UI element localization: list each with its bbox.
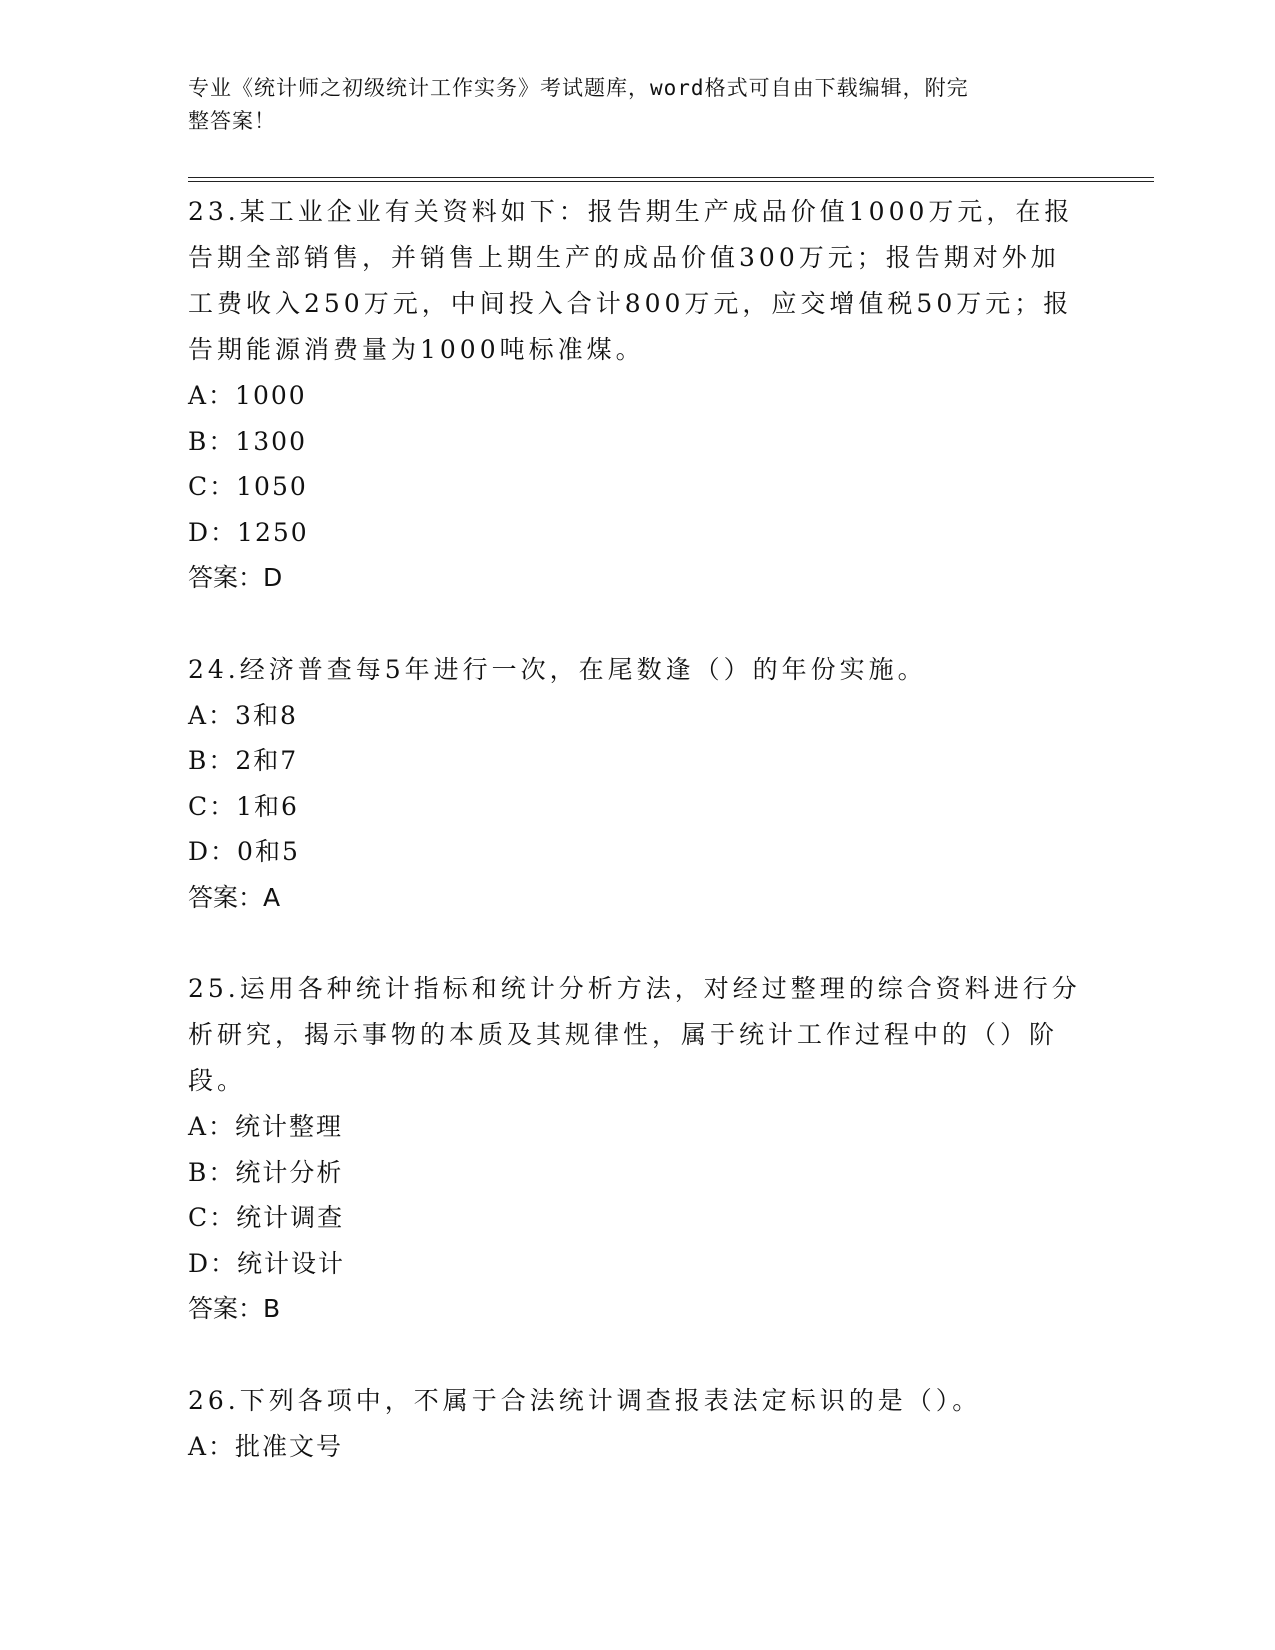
question-23 xyxy=(188,189,1088,601)
question-stem-line: 工费收入250万元，中间投入合计800万元，应交增值税50万元；报 xyxy=(188,289,1073,318)
header-rule-bottom xyxy=(188,181,1154,182)
option-d: D：统计设计 xyxy=(188,1248,346,1278)
option-a: A：统计整理 xyxy=(188,1112,344,1141)
question-25 xyxy=(188,966,1088,1332)
question-stem-line: 析研究，揭示事物的本质及其规律性，属于统计工作过程中的（）阶 xyxy=(188,1020,1059,1049)
question-stem-line: 23.某工业企业有关资料如下：报告期生产成品价值1000万元，在报 xyxy=(188,197,1074,226)
question-stem-line: 26.下列各项中，不属于合法统计调查报表法定标识的是（）。 xyxy=(188,1385,982,1415)
option-b: B：2和7 xyxy=(188,746,299,775)
question-stem-line: 段。 xyxy=(188,1066,247,1095)
option-b: B：统计分析 xyxy=(188,1157,344,1187)
question-26 xyxy=(188,1378,1088,1470)
question-stem-line: 24.经济普查每5年进行一次，在尾数逢（）的年份实施。 xyxy=(188,654,927,684)
document-header xyxy=(188,72,1068,138)
question-stem-line: 25.运用各种统计指标和统计分析方法，对经过整理的综合资料进行分 xyxy=(188,974,1081,1003)
answer-line: 答案：D xyxy=(188,563,283,592)
answer-line: 答案：A xyxy=(188,882,281,912)
answer-line: 答案：B xyxy=(188,1294,281,1323)
question-list xyxy=(188,189,1088,1515)
header-rule-top xyxy=(188,177,1154,178)
option-a: A：批准文号 xyxy=(188,1431,344,1461)
option-d: D：1250 xyxy=(188,517,309,547)
option-c: C：1050 xyxy=(188,472,308,501)
option-a: A：3和8 xyxy=(188,700,298,730)
option-a: A：1000 xyxy=(188,381,307,410)
header-line-1: 专业《统计师之初级统计工作实务》考试题库，word格式可自由下载编辑，附完 xyxy=(188,76,969,100)
question-stem-line: 告期全部销售，并销售上期生产的成品价值300万元；报告期对外加 xyxy=(188,243,1060,272)
option-b: B：1300 xyxy=(188,426,307,456)
option-c: C：统计调查 xyxy=(188,1203,345,1232)
option-c: C：1和6 xyxy=(188,791,299,821)
question-stem-line: 告期能源消费量为1000吨标准煤。 xyxy=(188,335,645,364)
option-d: D：0和5 xyxy=(188,837,300,866)
header-line-2: 整答案！ xyxy=(188,109,276,133)
question-24 xyxy=(188,647,1088,921)
